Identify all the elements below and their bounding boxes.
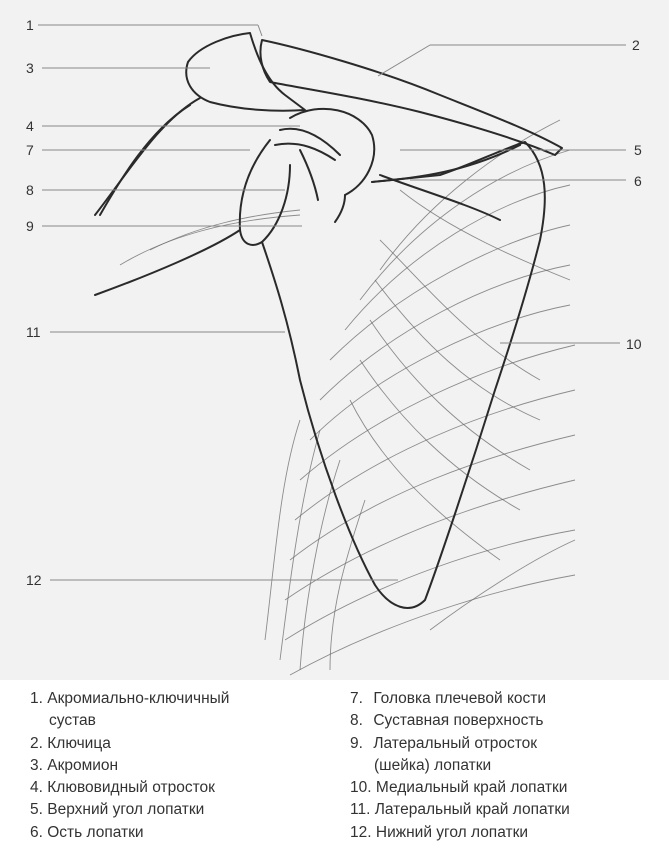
legend-text: Латеральный край лопатки [374, 801, 570, 819]
legend-item [30, 688, 350, 710]
glenoid [240, 140, 290, 245]
legend-text: Ость лопатки [47, 823, 144, 841]
marker-1: 1 [26, 17, 34, 33]
callouts [26, 17, 642, 588]
marker-12: 12 [26, 572, 42, 588]
legend-text: (шейка) лопатки [374, 756, 492, 774]
rib-lines [120, 120, 575, 675]
acromion [186, 33, 305, 111]
humerus-outline [100, 105, 190, 215]
legend-number: 3. [30, 756, 43, 774]
legend-text: Медиальный край лопатки [375, 779, 568, 797]
legend-text: Верхний угол лопатки [47, 801, 205, 819]
bone-outlines [95, 33, 562, 608]
legend-number: 6. [30, 823, 43, 841]
marker-5: 5 [634, 142, 642, 158]
legend-text: Головка плечевой кости [373, 690, 547, 707]
legend-number: 1. [30, 690, 43, 707]
marker-4: 4 [26, 118, 34, 134]
legend-item [350, 777, 650, 799]
coracoid [280, 129, 340, 155]
legend-number: 7. [350, 690, 363, 707]
legend-item [350, 822, 650, 844]
coracoid-2 [275, 144, 335, 160]
legend-item [350, 799, 650, 821]
marker-8: 8 [26, 182, 34, 198]
scapular-neck [335, 195, 345, 222]
legend-number: 9. [350, 734, 363, 752]
legend-item [350, 710, 650, 732]
legend-number: 4. [30, 779, 43, 797]
legend-item-continued [350, 755, 650, 777]
marker-2: 2 [632, 37, 640, 53]
scapula [262, 142, 545, 608]
legend-text: Латеральный отросток [373, 734, 538, 752]
legend-item [30, 822, 350, 844]
legend-column-right [350, 688, 650, 844]
marker-10: 10 [626, 336, 642, 352]
legend-item [30, 799, 350, 821]
legend-item-continued [30, 710, 350, 732]
legend-text: Клювовидный отросток [47, 779, 215, 797]
legend-item [30, 755, 350, 777]
legend-number: 10. [350, 779, 372, 797]
scapular-spine [372, 145, 520, 182]
marker-6: 6 [634, 173, 642, 189]
coracoid-3 [300, 150, 318, 200]
marker-11: 11 [26, 324, 41, 340]
legend-item [350, 733, 650, 755]
humeral-head [290, 109, 374, 195]
marker-3: 3 [26, 60, 34, 76]
legend-item [350, 688, 650, 710]
legend-column-left [30, 688, 350, 844]
legend-number: 2. [30, 734, 43, 752]
legend-text: Акромион [47, 756, 119, 774]
legend-number: 11. [350, 801, 371, 819]
legend-text: сустав [49, 712, 96, 730]
clavicle [260, 40, 562, 155]
legend-number: 12. [350, 823, 372, 841]
humerus-neck [95, 230, 240, 295]
marker-7: 7 [26, 142, 34, 158]
legend [0, 688, 669, 858]
legend-text: Акромиально-ключичный [47, 690, 230, 707]
legend-text: Ключица [47, 734, 111, 752]
spine-line [380, 175, 500, 220]
legend-text: Суставная поверхность [373, 712, 544, 730]
legend-item [30, 733, 350, 755]
legend-item [30, 777, 350, 799]
legend-number: 5. [30, 801, 43, 819]
legend-text: Нижний угол лопатки [375, 823, 529, 841]
marker-9: 9 [26, 218, 34, 234]
legend-number: 8. [350, 712, 363, 730]
